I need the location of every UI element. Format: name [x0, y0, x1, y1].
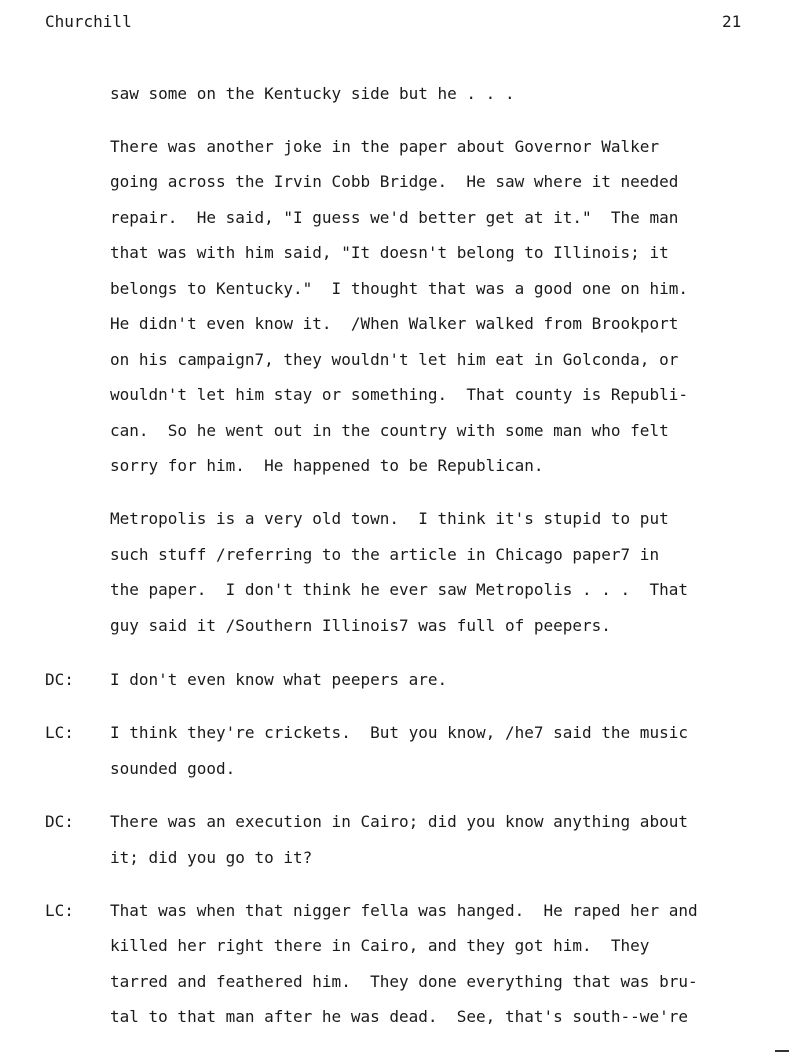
text-line: I don't even know what peepers are.	[110, 670, 448, 689]
text-line: that was with him said, "It doesn't belong to Illinois; it	[110, 243, 669, 262]
text-line: can. So he went out in the country with some man who felt	[110, 421, 669, 440]
text-line: sorry for him. He happened to be Republican.	[110, 456, 544, 475]
speaker-label: DC:	[45, 812, 74, 831]
text-line: sounded good.	[110, 759, 236, 778]
text-line: belongs to Kentucky." I thought that was a good one on him.	[110, 279, 688, 298]
text-line: killed her right there in Cairo, and they got him. They	[110, 936, 650, 955]
text-line: it; did you go to it?	[110, 848, 313, 867]
margin-mark	[775, 1050, 789, 1052]
text-line: I think they're crickets. But you know, /he7 said the music	[110, 723, 688, 742]
text-line: wouldn't let him stay or something. That county is Republi-	[110, 385, 688, 404]
speaker-label: LC:	[45, 723, 74, 742]
text-line: the paper. I don't think he ever saw Metropolis . . . That	[110, 580, 688, 599]
text-line: Metropolis is a very old town. I think it's stupid to put	[110, 509, 669, 528]
text-line: guy said it /Southern Illinois7 was full of peepers.	[110, 616, 611, 635]
text-line: There was another joke in the paper about Governor Walker	[110, 137, 660, 156]
text-line: repair. He said, "I guess we'd better get at it." The man	[110, 208, 679, 227]
text-line: tarred and feathered him. They done everything that was bru-	[110, 972, 698, 991]
text-line: on his campaign7, they wouldn't let him eat in Golconda, or	[110, 350, 679, 369]
page-number: 21	[722, 12, 742, 31]
text-line: There was an execution in Cairo; did you know anything about	[110, 812, 688, 831]
text-line: That was when that nigger fella was hanged. He raped her and	[110, 901, 698, 920]
speaker-label: DC:	[45, 670, 74, 689]
text-line: going across the Irvin Cobb Bridge. He saw where it needed	[110, 172, 679, 191]
header-name: Churchill	[45, 12, 132, 31]
speaker-label: LC:	[45, 901, 74, 920]
text-line: tal to that man after he was dead. See, that's south--we're	[110, 1007, 688, 1026]
text-line: such stuff /referring to the article in Chicago paper7 in	[110, 545, 660, 564]
text-line: He didn't even know it. /When Walker walked from Brookport	[110, 314, 679, 333]
text-line: saw some on the Kentucky side but he . . .	[110, 84, 515, 103]
